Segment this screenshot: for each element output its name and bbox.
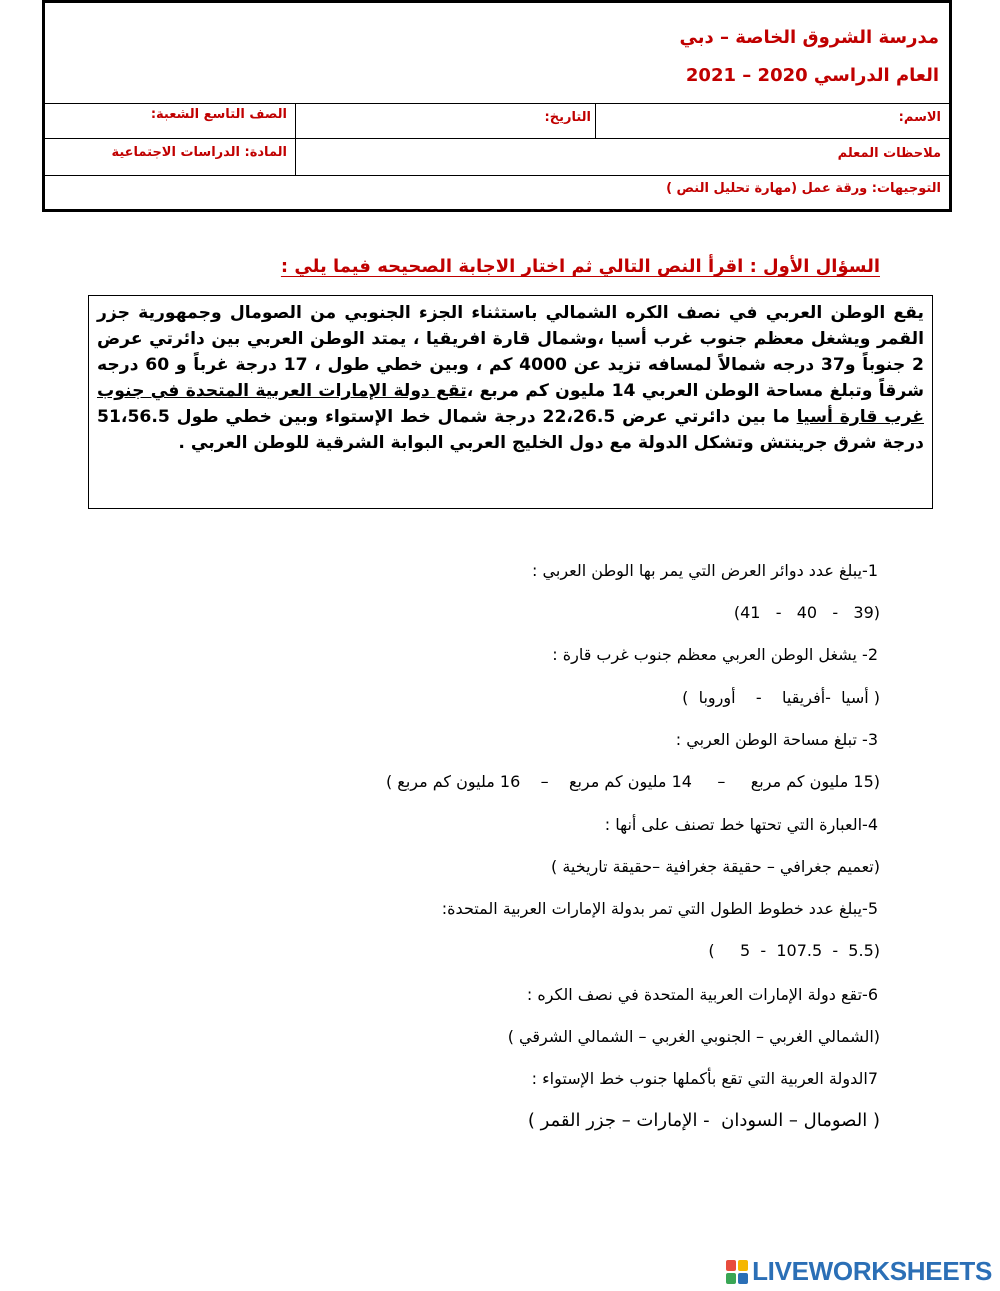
header-divider-2 xyxy=(45,138,949,139)
question-1: 1-يبلغ عدد دوائر العرض التي يمر بها الوطن العربي : xyxy=(532,561,878,580)
instructions-label: التوجيهات: ورقة عمل (مهارة تحليل النص ) xyxy=(666,181,941,196)
teacher-notes-label: ملاحظات المعلم xyxy=(837,146,941,161)
question-7: 7الدولة العربية التي تقع بأكملها جنوب خط الإستواء : xyxy=(531,1069,878,1088)
passage-part-3: ما بين دائرتي عرض 22،26.5 درجة شمال خط الإستواء وبين خطي طول 51،56.5 درجة شرق جرينتش وتشكل الدولة مع دول الخليج العربي البوابة الشرقية للوطن العربي . xyxy=(97,407,924,453)
passage-underlined-statement: تقع دولة الإمارات العربية المتحدة في جنوب غرب قارة أسيا xyxy=(97,381,924,427)
answer-options-7[interactable]: ( الصومال – السودان - الإمارات – جزر القمر ) xyxy=(527,1110,880,1131)
school-name: مدرسة الشروق الخاصة – دبي xyxy=(679,27,939,48)
header-divider-3 xyxy=(45,175,949,176)
header-vline-2 xyxy=(295,103,296,175)
liveworksheets-logo-icon xyxy=(726,1260,748,1284)
grade-field-label: الصف التاسع الشعبة: xyxy=(150,107,287,122)
question-title: السؤال الأول : اقرأ النص التالي ثم اختار الاجابة الصحيحه فيما يلي : xyxy=(280,256,880,277)
question-4: 4-العبارة التي تحتها خط تصنف على أنها : xyxy=(604,815,878,834)
answer-options-1[interactable]: (39 - 40 - 41) xyxy=(733,603,880,622)
answer-options-6[interactable]: (الشمالي الغربي – الجنوبي الغربي – الشمالي الشرقي ) xyxy=(507,1027,880,1046)
answer-options-4[interactable]: (تعميم جغرافي – حقيقة جغرافية –حقيقة تاريخية ) xyxy=(551,857,880,876)
subject-label: المادة: الدراسات الاجتماعية xyxy=(111,145,287,160)
date-field-label: التاريخ: xyxy=(544,110,591,125)
question-3: 3- تبلغ مساحة الوطن العربي : xyxy=(675,730,878,749)
answer-options-3[interactable]: (15 مليون كم مربع – 14 مليون كم مربع – 16 مليون كم مربع ) xyxy=(385,772,880,791)
answer-options-5[interactable]: (5.5 - 107.5 - 5 ) xyxy=(708,941,880,960)
question-5: 5-يبلغ عدد خطوط الطول التي تمر بدولة الإمارات العربية المتحدة: xyxy=(441,899,878,918)
question-2: 2- يشغل الوطن العربي معظم جنوب غرب قارة : xyxy=(552,645,878,664)
passage-box xyxy=(88,295,933,509)
answer-options-2[interactable]: ( أسيا -أفريقيا - أوروبا ) xyxy=(682,688,880,707)
question-6: 6-تقع دولة الإمارات العربية المتحدة في نصف الكره : xyxy=(526,985,878,1004)
header-box xyxy=(42,0,952,212)
school-year: العام الدراسي 2020 – 2021 xyxy=(685,65,939,86)
passage-part-1: يقع الوطن العربي في نصف الكره الشمالي باستثناء الجزء الجنوبي من الصومال وجمهورية جزر القمر ويشغل معظم جنوب غرب أسيا ،وشمال قارة افريقيا ، يمتد الوطن العربي بين دائرتي عرض 2 جنوباً و37 درجه شمالاً لمسافه تزيد عن 4000 كم ، وبين خطي طول ، 17 درجة غرباً و 60 درجه شرقاً وتبلغ مساحة الوطن العربي 14 مليون كم مربع ، xyxy=(97,303,925,401)
liveworksheets-brand: LIVEWORKSHEETS xyxy=(752,1256,992,1286)
liveworksheets-logo xyxy=(726,1256,992,1287)
name-field-label: الاسم: xyxy=(898,110,941,125)
header-vline-1 xyxy=(595,103,596,138)
header-divider-1 xyxy=(45,103,949,104)
